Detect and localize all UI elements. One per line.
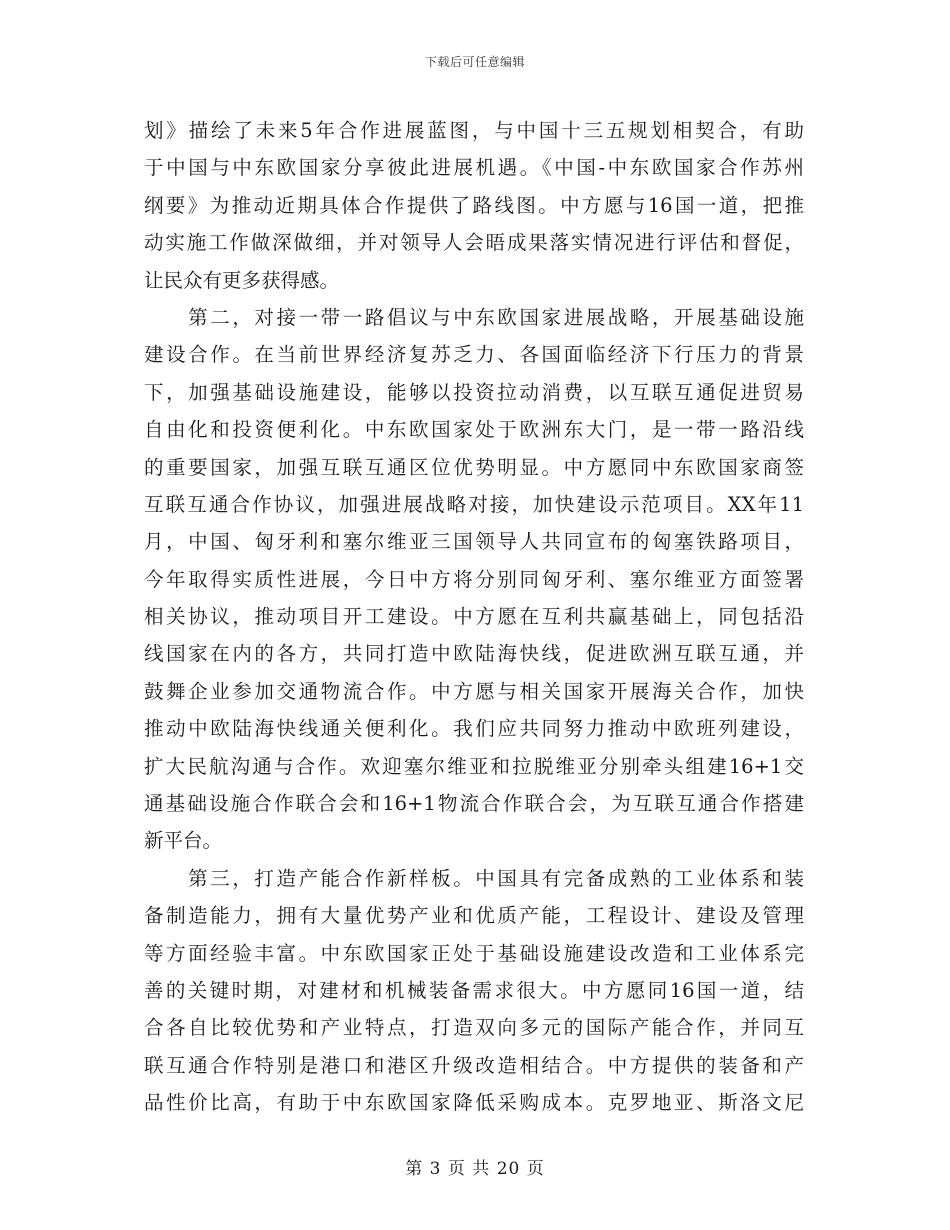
- text-line: 善的关键时期，对建材和机械装备需求很大。中方愿同16国一道，结: [144, 978, 804, 1002]
- text-line: 合各自比较优势和产业特点，打造双向多元的国际产能合作，并同互: [144, 1016, 804, 1040]
- text-line: 推动中欧陆海快线通关便利化。我们应共同努力推动中欧班列建设，: [144, 717, 804, 741]
- text-line: 线国家在内的各方，共同打造中欧陆海快线，促进欧洲互联互通，并: [144, 642, 804, 666]
- text-line: 互联互通合作协议，加强进展战略对接，加快建设示范项目。XX年11: [144, 492, 804, 516]
- page-number-footer: 第 3 页 共 20 页: [405, 1159, 545, 1179]
- text-line: 下，加强基础设施建设，能够以投资拉动消费，以互联互通促进贸易: [144, 380, 804, 404]
- text-line: 于中国与中东欧国家分享彼此进展机遇。《中国-中东欧国家合作苏州: [144, 156, 804, 180]
- text-line: 让民众有更多获得感。: [144, 268, 340, 292]
- text-line: 相关协议，推动项目开工建设。中方愿在互利共赢基础上，同包括沿: [144, 605, 804, 629]
- text-line: 备制造能力，拥有大量优势产业和优质产能，工程设计、建设及管理: [144, 904, 804, 928]
- page-header: 下载后可任意编辑: [424, 55, 525, 69]
- text-line: 扩大民航沟通与合作。欢迎塞尔维亚和拉脱维亚分别牵头组建16+1交: [144, 754, 804, 778]
- text-line: 品性价比高，有助于中东欧国家降低采购成本。克罗地亚、斯洛文尼: [144, 1091, 804, 1115]
- text-line: 鼓舞企业参加交通物流合作。中方愿与相关国家开展海关合作，加快: [144, 679, 804, 703]
- text-line: 建设合作。在当前世界经济复苏乏力、各国面临经济下行压力的背景: [144, 343, 804, 367]
- text-line: 的重要国家，加强互联互通区位优势明显。中方愿同中东欧国家商签: [144, 455, 804, 479]
- text-line: 等方面经验丰富。中东欧国家正处于基础设施建设改造和工业体系完: [144, 941, 804, 965]
- text-line: 今年取得实质性进展，今日中方将分别同匈牙利、塞尔维亚方面签署: [144, 567, 804, 591]
- text-line: 纲要》为推动近期具体合作提供了路线图。中方愿与16国一道，把推: [144, 193, 804, 217]
- text-line: 划》描绘了未来5年合作进展蓝图，与中国十三五规划相契合，有助: [144, 119, 804, 142]
- text-line: 动实施工作做深做细，并对领导人会晤成果落实情况进行评估和督促，: [144, 231, 804, 255]
- text-line: 联互通合作特别是港口和港区升级改造相结合。中方提供的装备和产: [144, 1053, 804, 1077]
- text-line: 自由化和投资便利化。中东欧国家处于欧洲东大门，是一带一路沿线: [144, 418, 804, 442]
- text-line: 第三，打造产能合作新样板。中国具有完备成熟的工业体系和装: [144, 866, 804, 890]
- text-line: 通基础设施合作联合会和16+1物流合作联合会，为互联互通合作搭建: [144, 792, 804, 816]
- document-body: [144, 112, 804, 1122]
- text-line: 第二，对接一带一路倡议与中东欧国家进展战略，开展基础设施: [144, 305, 804, 329]
- text-line: 月，中国、匈牙利和塞尔维亚三国领导人共同宣布的匈塞铁路项目，: [144, 530, 804, 554]
- text-line: 新平台。: [144, 829, 223, 853]
